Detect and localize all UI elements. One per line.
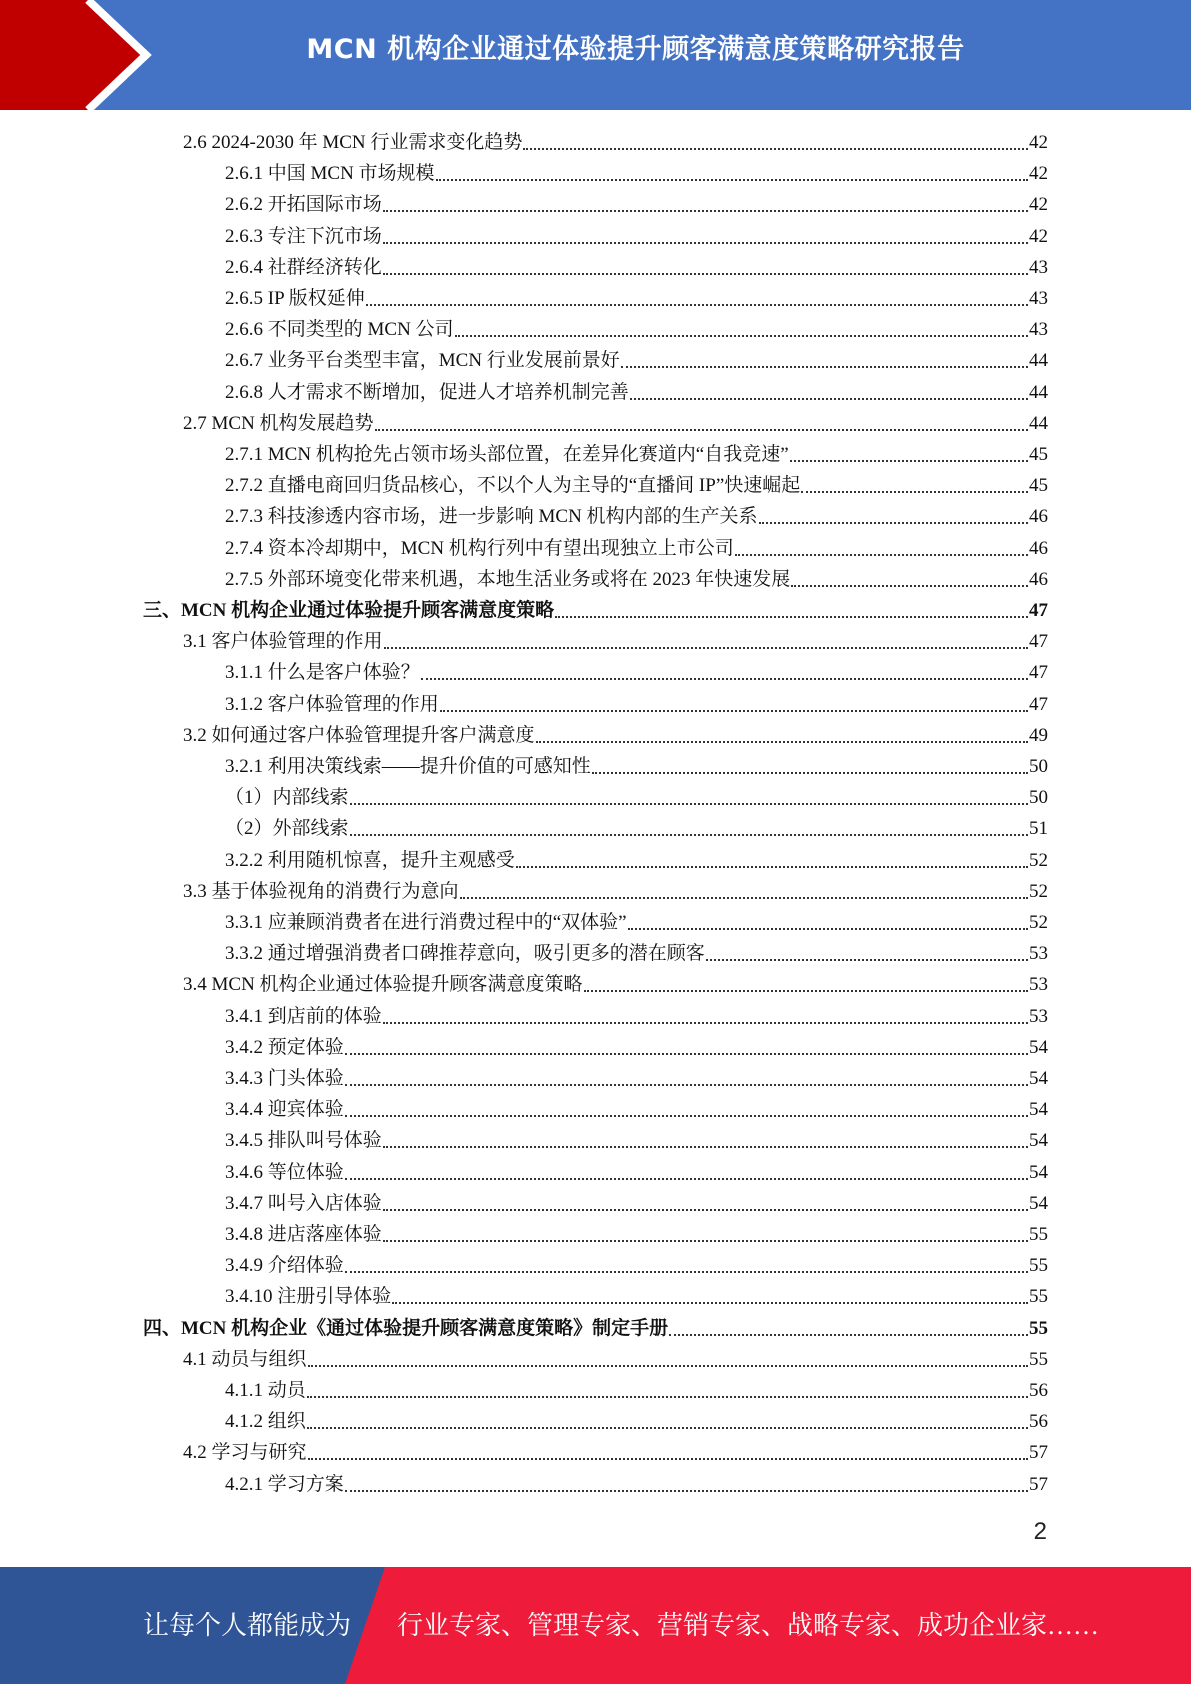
toc-entry[interactable] [183, 969, 1048, 1000]
toc-dot-leader [345, 1115, 1028, 1117]
toc-entry-page: 53 [1029, 943, 1048, 964]
toc-entry-page: 52 [1029, 850, 1048, 871]
toc-entry-label: 4.2.1 学习方案 [225, 1474, 344, 1495]
toc-entry-page: 57 [1029, 1442, 1048, 1463]
toc-entry[interactable] [225, 501, 1048, 532]
toc-entry[interactable] [225, 439, 1048, 470]
toc-entry-page: 56 [1029, 1411, 1048, 1432]
toc-dot-leader [308, 1458, 1028, 1460]
toc-dot-leader [383, 1209, 1028, 1211]
toc-entry-label: 3.3 基于体验视角的消费行为意向 [183, 881, 459, 902]
toc-entry-label: 4.1 动员与组织 [183, 1349, 307, 1370]
toc-entry-label: 3.4.10 注册引导体验 [225, 1286, 392, 1307]
toc-entry[interactable] [183, 876, 1048, 907]
toc-entry-label: 2.7.5 外部环境变化带来机遇，本地生活业务或将在 2023 年快速发展 [225, 569, 791, 590]
toc-dot-leader [383, 242, 1028, 244]
toc-entry[interactable] [183, 127, 1048, 158]
toc-entry-label: 2.6.1 中国 MCN 市场规模 [225, 163, 435, 184]
toc-entry-label: 3.4.7 叫号入店体验 [225, 1193, 382, 1214]
toc-entry-page: 55 [1029, 1286, 1048, 1307]
toc-entry-label: 3.4 MCN 机构企业通过体验提升顾客满意度策略 [183, 974, 583, 995]
toc-dot-leader [350, 803, 1028, 805]
toc-entry-label: 2.6.7 业务平台类型丰富，MCN 行业发展前景好 [225, 350, 620, 371]
toc-entry-page: 47 [1029, 694, 1048, 715]
toc-entry-label: 2.6.6 不同类型的 MCN 公司 [225, 319, 454, 340]
toc-dot-leader [455, 335, 1028, 337]
toc-entry[interactable] [225, 782, 1048, 813]
toc-entry-label: 2.7.4 资本冷却期中，MCN 机构行列中有望出现独立上市公司 [225, 538, 734, 559]
toc-dot-leader [345, 1084, 1028, 1086]
toc-entry-page: 52 [1029, 881, 1048, 902]
toc-entry-label: 3.3.1 应兼顾消费者在进行消费过程中的“双体验” [225, 912, 627, 933]
toc-entry-page: 47 [1029, 662, 1048, 683]
toc-entry[interactable] [143, 595, 1048, 626]
toc-entry-page: 45 [1029, 475, 1048, 496]
toc-entry[interactable] [225, 1188, 1048, 1219]
toc-entry-label: 3.2.2 利用随机惊喜，提升主观感受 [225, 850, 515, 871]
toc-entry-label: 2.6.4 社群经济转化 [225, 257, 382, 278]
page-footer [0, 1567, 1191, 1684]
toc-entry-page: 43 [1029, 288, 1048, 309]
toc-entry-page: 43 [1029, 257, 1048, 278]
toc-entry-page: 43 [1029, 319, 1048, 340]
toc-entry-label: 2.7.3 科技渗透内容市场，进一步影响 MCN 机构内部的生产关系 [225, 506, 758, 527]
toc-entry[interactable] [225, 533, 1048, 564]
toc-dot-leader [536, 741, 1028, 743]
toc-entry[interactable] [143, 1313, 1048, 1344]
toc-entry[interactable] [183, 720, 1048, 751]
toc-entry-label: （1）内部线索 [225, 787, 349, 808]
toc-entry-page: 54 [1029, 1193, 1048, 1214]
toc-dot-leader [375, 429, 1028, 431]
toc-entry-page: 54 [1029, 1162, 1048, 1183]
toc-entry[interactable] [225, 813, 1048, 844]
report-title: MCN 机构企业通过体验提升顾客满意度策略研究报告 [306, 34, 965, 65]
toc-entry-page: 46 [1029, 506, 1048, 527]
toc-dot-leader [759, 522, 1028, 524]
toc-entry-page: 55 [1029, 1318, 1048, 1339]
toc-entry[interactable] [183, 1437, 1048, 1468]
toc-entry[interactable] [225, 283, 1048, 314]
toc-dot-leader [384, 647, 1028, 649]
toc-entry-page: 51 [1029, 818, 1048, 839]
toc-dot-leader [350, 834, 1028, 836]
toc-entry[interactable] [225, 564, 1048, 595]
toc-entry[interactable] [225, 689, 1048, 720]
toc-entry-page: 44 [1029, 350, 1048, 371]
toc-entry-page: 47 [1029, 600, 1048, 621]
toc-dot-leader [592, 772, 1028, 774]
toc-entry-page: 56 [1029, 1380, 1048, 1401]
toc-dot-leader [791, 585, 1028, 587]
toc-entry[interactable] [225, 1063, 1048, 1094]
toc-dot-leader [669, 1334, 1028, 1336]
toc-entry-label: 3.4.1 到店前的体验 [225, 1006, 382, 1027]
toc-dot-leader [345, 1271, 1028, 1273]
toc-dot-leader [790, 460, 1028, 462]
toc-entry-label: 3.4.8 进店落座体验 [225, 1224, 382, 1245]
toc-entry-page: 54 [1029, 1099, 1048, 1120]
toc-entry[interactable] [225, 845, 1048, 876]
toc-dot-leader [383, 1022, 1028, 1024]
toc-entry-page: 44 [1029, 413, 1048, 434]
toc-entry-label: 2.7 MCN 机构发展趋势 [183, 413, 374, 434]
toc-entry-label: 3.4.2 预定体验 [225, 1037, 344, 1058]
toc-dot-leader [555, 616, 1028, 618]
toc-entry[interactable] [225, 158, 1048, 189]
toc-entry[interactable] [225, 345, 1048, 376]
toc-entry-label: 3.2 如何通过客户体验管理提升客户满意度 [183, 725, 535, 746]
toc-entry-page: 50 [1029, 787, 1048, 808]
toc-entry-label: 四、MCN 机构企业《通过体验提升顾客满意度策略》制定手册 [143, 1318, 669, 1339]
toc-entry-label: 3.3.2 通过增强消费者口碑推荐意向，吸引更多的潜在顾客 [225, 943, 705, 964]
toc-entry-page: 45 [1029, 444, 1048, 465]
toc-entry-label: 三、MCN 机构企业通过体验提升顾客满意度策略 [143, 600, 555, 621]
toc-entry-page: 52 [1029, 912, 1048, 933]
toc-dot-leader [345, 1053, 1028, 1055]
toc-entry[interactable] [225, 1032, 1048, 1063]
page-header [0, 0, 1191, 110]
toc-entry-label: 4.1.2 组织 [225, 1411, 306, 1432]
toc-entry-label: 3.1.2 客户体验管理的作用 [225, 694, 439, 715]
toc-entry[interactable] [225, 907, 1048, 938]
toc-entry-page: 55 [1029, 1255, 1048, 1276]
toc-entry[interactable] [183, 1344, 1048, 1375]
footer-slogan-left: 让每个人都能成为 [143, 1611, 352, 1640]
toc-entry-page: 46 [1029, 538, 1048, 559]
toc-entry-page: 42 [1029, 226, 1048, 247]
toc-dot-leader [307, 1396, 1028, 1398]
toc-entry-label: 3.1.1 什么是客户体验？ [225, 662, 420, 683]
toc-dot-leader [345, 1178, 1028, 1180]
toc-dot-leader [460, 897, 1028, 899]
toc-dot-leader [383, 210, 1028, 212]
toc-entry-page: 57 [1029, 1474, 1048, 1495]
toc-entry-label: 3.2.1 利用决策线索——提升价值的可感知性 [225, 756, 591, 777]
toc-entry[interactable] [225, 751, 1048, 782]
toc-entry[interactable] [225, 657, 1048, 688]
toc-dot-leader [584, 990, 1028, 992]
toc-entry[interactable] [225, 1001, 1048, 1032]
page-number: 2 [1033, 1518, 1047, 1545]
toc-entry-page: 55 [1029, 1349, 1048, 1370]
toc-entry[interactable] [225, 470, 1048, 501]
toc-entry-page: 47 [1029, 631, 1048, 652]
toc-entry-page: 55 [1029, 1224, 1048, 1245]
toc-entry[interactable] [225, 1125, 1048, 1156]
toc-entry-label: 3.4.5 排队叫号体验 [225, 1130, 382, 1151]
toc-dot-leader [735, 554, 1028, 556]
toc-dot-leader [706, 959, 1028, 961]
toc-entry[interactable] [183, 408, 1048, 439]
toc-entry-page: 49 [1029, 725, 1048, 746]
toc-entry-page: 53 [1029, 974, 1048, 995]
toc-entry-page: 54 [1029, 1130, 1048, 1151]
toc-entry-label: 3.1 客户体验管理的作用 [183, 631, 383, 652]
toc-entry-label: 3.4.3 门头体验 [225, 1068, 344, 1089]
toc-entry-label: 2.6.8 人才需求不断增加，促进人才培养机制完善 [225, 382, 629, 403]
toc-dot-leader [440, 710, 1028, 712]
toc-entry-label: 4.1.1 动员 [225, 1380, 306, 1401]
toc-entry[interactable] [225, 189, 1048, 220]
toc-dot-leader [801, 491, 1028, 493]
toc-entry-page: 42 [1029, 194, 1048, 215]
toc-dot-leader [628, 928, 1028, 930]
toc-entry[interactable] [225, 1281, 1048, 1312]
toc-entry[interactable] [183, 626, 1048, 657]
toc-entry-label: 3.4.4 迎宾体验 [225, 1099, 344, 1120]
toc-entry[interactable] [225, 314, 1048, 345]
toc-dot-leader [366, 304, 1028, 306]
toc-entry[interactable] [225, 1375, 1048, 1406]
toc-entry-label: 2.6.2 开拓国际市场 [225, 194, 382, 215]
toc-dot-leader [421, 678, 1028, 680]
toc-entry-label: 2.7.2 直播电商回归货品核心，不以个人为主导的“直播间 IP”快速崛起 [225, 475, 801, 496]
toc-entry-page: 53 [1029, 1006, 1048, 1027]
toc-dot-leader [383, 1240, 1028, 1242]
toc-entry-page: 54 [1029, 1068, 1048, 1089]
toc-entry[interactable] [225, 252, 1048, 283]
toc-entry[interactable] [225, 377, 1048, 408]
toc-entry-page: 42 [1029, 163, 1048, 184]
toc-entry-page: 54 [1029, 1037, 1048, 1058]
toc-entry-page: 44 [1029, 382, 1048, 403]
toc-entry-page: 50 [1029, 756, 1048, 777]
toc-entry-page: 42 [1029, 132, 1048, 153]
toc-entry[interactable] [225, 221, 1048, 252]
toc-entry[interactable] [225, 1094, 1048, 1125]
toc-dot-leader [345, 1490, 1028, 1492]
toc-dot-leader [383, 273, 1028, 275]
toc-entry[interactable] [225, 1406, 1048, 1437]
toc-dot-leader [630, 398, 1028, 400]
footer-slogan-right: 行业专家、管理专家、营销专家、战略专家、成功企业家…… [397, 1611, 1100, 1640]
toc-entry-label: 4.2 学习与研究 [183, 1442, 307, 1463]
toc-dot-leader [307, 1427, 1028, 1429]
toc-entry-label: 2.6.5 IP 版权延伸 [225, 288, 365, 309]
toc-dot-leader [516, 866, 1028, 868]
toc-dot-leader [383, 1146, 1028, 1148]
toc-entry[interactable] [225, 1219, 1048, 1250]
toc-entry[interactable] [225, 1250, 1048, 1281]
toc-dot-leader [308, 1365, 1028, 1367]
toc-entry[interactable] [225, 1157, 1048, 1188]
toc-dot-leader [621, 366, 1028, 368]
toc-dot-leader [523, 148, 1028, 150]
toc-entry-label: 2.6 2024-2030 年 MCN 行业需求变化趋势 [183, 132, 523, 153]
toc-dot-leader [392, 1302, 1028, 1304]
toc-entry[interactable] [225, 938, 1048, 969]
toc-entry-label: 2.6.3 专注下沉市场 [225, 226, 382, 247]
toc-dot-leader [436, 179, 1028, 181]
toc-entry-label: 2.7.1 MCN 机构抢先占领市场头部位置，在差异化赛道内“自我竞速” [225, 444, 789, 465]
toc-entry-label: 3.4.6 等位体验 [225, 1162, 344, 1183]
toc-entry-page: 46 [1029, 569, 1048, 590]
toc-entry-label: （2）外部线索 [225, 818, 349, 839]
toc-entry-label: 3.4.9 介绍体验 [225, 1255, 344, 1276]
toc-entry[interactable] [225, 1469, 1048, 1500]
